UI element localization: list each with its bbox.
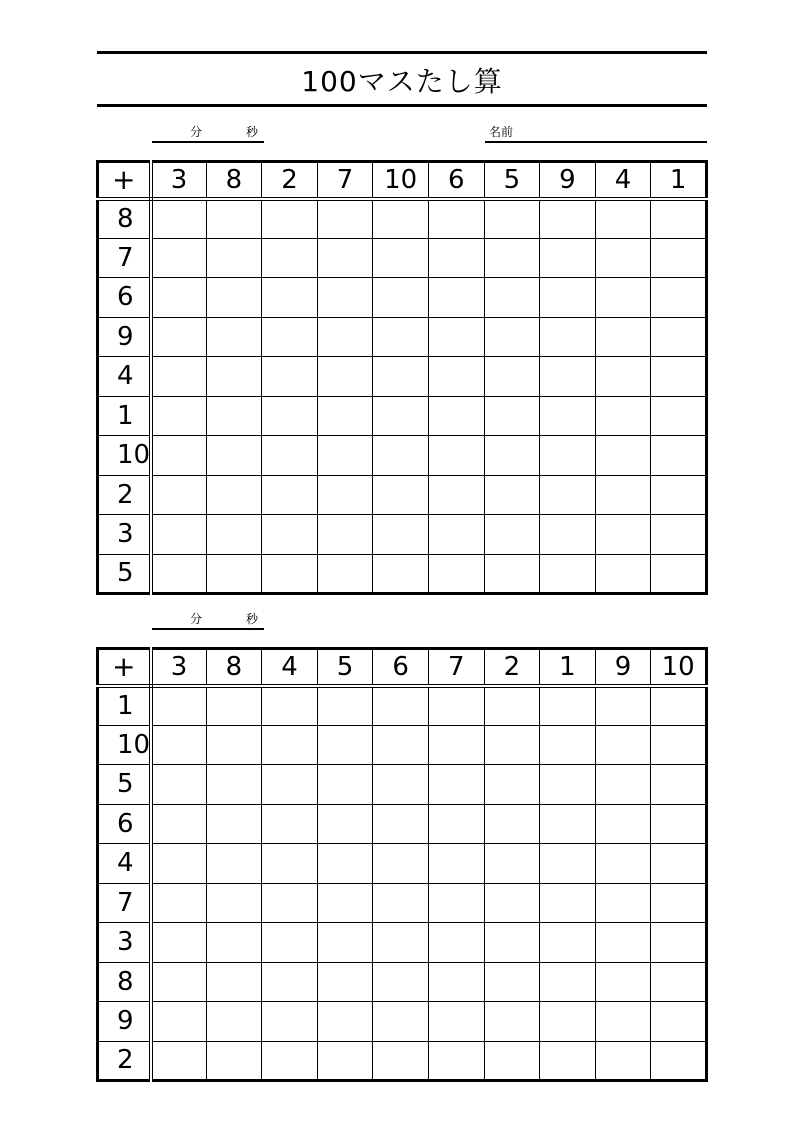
- title-rule-top: [97, 51, 707, 54]
- answer-cell[interactable]: [540, 199, 596, 239]
- answer-cell[interactable]: [262, 1002, 318, 1042]
- column-header: 10: [651, 649, 707, 686]
- grid-row: [98, 436, 707, 476]
- answer-cell[interactable]: [428, 554, 484, 594]
- grid-row: [98, 765, 707, 805]
- answer-cell[interactable]: [206, 962, 262, 1002]
- answer-cell[interactable]: [428, 199, 484, 239]
- answer-cell[interactable]: [317, 554, 373, 594]
- grid-row: [98, 515, 707, 555]
- answer-cell[interactable]: [540, 317, 596, 357]
- answer-cell[interactable]: [317, 844, 373, 884]
- answer-cell[interactable]: [206, 357, 262, 397]
- answer-cell[interactable]: [540, 436, 596, 476]
- answer-cell[interactable]: [428, 923, 484, 963]
- answer-cell[interactable]: [151, 1002, 207, 1042]
- answer-cell[interactable]: [484, 357, 540, 397]
- answer-cell[interactable]: [540, 357, 596, 397]
- answer-cell[interactable]: [151, 436, 207, 476]
- answer-cell[interactable]: [595, 883, 651, 923]
- answer-cell[interactable]: [262, 199, 318, 239]
- answer-cell[interactable]: [373, 396, 429, 436]
- answer-cell[interactable]: [262, 725, 318, 765]
- grid-row: [98, 396, 707, 436]
- grid-row: [98, 317, 707, 357]
- answer-cell[interactable]: [540, 554, 596, 594]
- answer-cell[interactable]: [151, 475, 207, 515]
- column-header: 10: [373, 162, 429, 199]
- answer-cell[interactable]: [151, 357, 207, 397]
- grid-row: [98, 1041, 707, 1081]
- answer-cell[interactable]: [262, 1041, 318, 1081]
- answer-cell[interactable]: [428, 765, 484, 805]
- answer-cell[interactable]: [206, 554, 262, 594]
- answer-cell[interactable]: [540, 725, 596, 765]
- answer-cell[interactable]: [595, 686, 651, 726]
- minutes-label-2: 分: [190, 612, 203, 626]
- grid-row: [98, 238, 707, 278]
- answer-cell[interactable]: [595, 199, 651, 239]
- answer-cell[interactable]: [206, 278, 262, 318]
- column-header: 4: [595, 162, 651, 199]
- answer-cell[interactable]: [595, 765, 651, 805]
- answer-cell[interactable]: [317, 278, 373, 318]
- answer-cell[interactable]: [484, 962, 540, 1002]
- column-header: 7: [317, 162, 373, 199]
- answer-cell[interactable]: [373, 475, 429, 515]
- answer-cell[interactable]: [317, 515, 373, 555]
- addition-grid-2: [96, 647, 708, 1082]
- row-header: 3: [98, 923, 151, 963]
- grid-row: [98, 686, 707, 726]
- answer-cell[interactable]: [317, 357, 373, 397]
- answer-cell[interactable]: [595, 317, 651, 357]
- answer-cell[interactable]: [262, 396, 318, 436]
- addition-grid-1: [96, 160, 708, 595]
- answer-cell[interactable]: [206, 1041, 262, 1081]
- answer-cell[interactable]: [373, 923, 429, 963]
- column-header: 8: [206, 162, 262, 199]
- name-field[interactable]: [485, 141, 707, 143]
- minutes-label-1: 分: [190, 125, 203, 139]
- row-header: 2: [98, 1041, 151, 1081]
- grid-row: [98, 554, 707, 594]
- answer-cell[interactable]: [206, 883, 262, 923]
- answer-cell[interactable]: [651, 238, 707, 278]
- grid-row: [98, 475, 707, 515]
- answer-cell[interactable]: [484, 396, 540, 436]
- grid-row: [98, 357, 707, 397]
- answer-cell[interactable]: [595, 1041, 651, 1081]
- answer-cell[interactable]: [428, 475, 484, 515]
- grid-row: [98, 962, 707, 1002]
- answer-cell[interactable]: [484, 844, 540, 884]
- column-header: 2: [484, 649, 540, 686]
- answer-cell[interactable]: [484, 278, 540, 318]
- answer-cell[interactable]: [428, 357, 484, 397]
- answer-cell[interactable]: [651, 765, 707, 805]
- answer-cell[interactable]: [151, 1041, 207, 1081]
- answer-cell[interactable]: [484, 515, 540, 555]
- time-field-2[interactable]: [152, 628, 264, 630]
- answer-cell[interactable]: [317, 1002, 373, 1042]
- column-header: 3: [151, 162, 207, 199]
- seconds-label-1: 秒: [246, 125, 259, 139]
- grid-row: [98, 278, 707, 318]
- answer-cell[interactable]: [206, 1002, 262, 1042]
- answer-cell[interactable]: [595, 554, 651, 594]
- answer-cell[interactable]: [317, 396, 373, 436]
- answer-cell[interactable]: [484, 883, 540, 923]
- answer-cell[interactable]: [206, 317, 262, 357]
- answer-cell[interactable]: [151, 804, 207, 844]
- operator-cell: +: [98, 649, 151, 686]
- answer-cell[interactable]: [595, 515, 651, 555]
- answer-cell[interactable]: [206, 765, 262, 805]
- answer-cell[interactable]: [317, 317, 373, 357]
- answer-cell[interactable]: [206, 475, 262, 515]
- grid-row: [98, 1002, 707, 1042]
- answer-cell[interactable]: [262, 962, 318, 1002]
- grid-row: [98, 199, 707, 239]
- answer-cell[interactable]: [373, 765, 429, 805]
- answer-cell[interactable]: [540, 515, 596, 555]
- answer-cell[interactable]: [262, 923, 318, 963]
- answer-cell[interactable]: [540, 883, 596, 923]
- answer-cell[interactable]: [373, 238, 429, 278]
- answer-cell[interactable]: [151, 199, 207, 239]
- answer-cell[interactable]: [540, 962, 596, 1002]
- answer-cell[interactable]: [651, 278, 707, 318]
- grid-row: [98, 844, 707, 884]
- answer-cell[interactable]: [373, 883, 429, 923]
- answer-cell[interactable]: [595, 238, 651, 278]
- answer-cell[interactable]: [206, 436, 262, 476]
- row-header: 10: [98, 725, 151, 765]
- answer-cell[interactable]: [317, 199, 373, 239]
- answer-cell[interactable]: [540, 765, 596, 805]
- column-header: 3: [151, 649, 207, 686]
- answer-cell[interactable]: [428, 1002, 484, 1042]
- column-header: 1: [651, 162, 707, 199]
- answer-cell[interactable]: [651, 923, 707, 963]
- column-header: 7: [428, 649, 484, 686]
- answer-cell[interactable]: [151, 554, 207, 594]
- answer-cell[interactable]: [651, 396, 707, 436]
- answer-cell[interactable]: [262, 515, 318, 555]
- grid-row: [98, 883, 707, 923]
- column-header: 6: [428, 162, 484, 199]
- operator-cell: +: [98, 162, 151, 199]
- row-header: 10: [98, 436, 151, 476]
- answer-cell[interactable]: [651, 515, 707, 555]
- answer-cell[interactable]: [651, 844, 707, 884]
- answer-cell[interactable]: [595, 396, 651, 436]
- answer-cell[interactable]: [484, 238, 540, 278]
- row-header: 7: [98, 238, 151, 278]
- answer-cell[interactable]: [262, 238, 318, 278]
- row-header: 7: [98, 883, 151, 923]
- answer-cell[interactable]: [484, 436, 540, 476]
- answer-cell[interactable]: [317, 883, 373, 923]
- answer-cell[interactable]: [206, 515, 262, 555]
- answer-cell[interactable]: [262, 765, 318, 805]
- grid-row: [98, 804, 707, 844]
- answer-cell[interactable]: [373, 686, 429, 726]
- answer-cell[interactable]: [151, 515, 207, 555]
- answer-cell[interactable]: [428, 883, 484, 923]
- answer-cell[interactable]: [151, 278, 207, 318]
- row-header: 6: [98, 278, 151, 318]
- row-header: 6: [98, 804, 151, 844]
- answer-cell[interactable]: [595, 357, 651, 397]
- answer-cell[interactable]: [428, 238, 484, 278]
- answer-cell[interactable]: [262, 686, 318, 726]
- answer-cell[interactable]: [373, 554, 429, 594]
- answer-cell[interactable]: [595, 1002, 651, 1042]
- answer-cell[interactable]: [484, 1002, 540, 1042]
- answer-cell[interactable]: [317, 436, 373, 476]
- answer-cell[interactable]: [651, 199, 707, 239]
- answer-cell[interactable]: [428, 844, 484, 884]
- answer-cell[interactable]: [484, 765, 540, 805]
- answer-cell[interactable]: [651, 357, 707, 397]
- column-header: 5: [317, 649, 373, 686]
- answer-cell[interactable]: [262, 436, 318, 476]
- answer-cell[interactable]: [373, 515, 429, 555]
- answer-cell[interactable]: [595, 844, 651, 884]
- answer-cell[interactable]: [262, 554, 318, 594]
- answer-cell[interactable]: [317, 475, 373, 515]
- answer-cell[interactable]: [540, 1002, 596, 1042]
- answer-cell[interactable]: [595, 923, 651, 963]
- answer-cell[interactable]: [428, 804, 484, 844]
- name-label: 名前: [489, 125, 514, 139]
- answer-cell[interactable]: [317, 1041, 373, 1081]
- column-header: 1: [540, 649, 596, 686]
- answer-cell[interactable]: [651, 554, 707, 594]
- answer-cell[interactable]: [595, 475, 651, 515]
- answer-cell[interactable]: [484, 923, 540, 963]
- answer-cell[interactable]: [595, 278, 651, 318]
- answer-cell[interactable]: [651, 962, 707, 1002]
- row-header: 1: [98, 686, 151, 726]
- answer-cell[interactable]: [262, 278, 318, 318]
- answer-cell[interactable]: [428, 396, 484, 436]
- answer-cell[interactable]: [484, 199, 540, 239]
- answer-cell[interactable]: [428, 725, 484, 765]
- answer-cell[interactable]: [651, 686, 707, 726]
- answer-cell[interactable]: [317, 804, 373, 844]
- answer-cell[interactable]: [651, 804, 707, 844]
- answer-cell[interactable]: [540, 475, 596, 515]
- row-header: 8: [98, 199, 151, 239]
- answer-cell[interactable]: [373, 278, 429, 318]
- answer-cell[interactable]: [373, 844, 429, 884]
- answer-cell[interactable]: [206, 844, 262, 884]
- answer-cell[interactable]: [540, 238, 596, 278]
- row-header: 1: [98, 396, 151, 436]
- answer-cell[interactable]: [262, 475, 318, 515]
- answer-cell[interactable]: [484, 725, 540, 765]
- answer-cell[interactable]: [151, 686, 207, 726]
- row-header: 9: [98, 1002, 151, 1042]
- answer-cell[interactable]: [595, 962, 651, 1002]
- answer-cell[interactable]: [484, 554, 540, 594]
- row-header: 5: [98, 554, 151, 594]
- answer-cell[interactable]: [540, 844, 596, 884]
- answer-cell[interactable]: [206, 396, 262, 436]
- column-header: 8: [206, 649, 262, 686]
- answer-cell[interactable]: [206, 238, 262, 278]
- answer-cell[interactable]: [206, 686, 262, 726]
- column-header: 9: [595, 649, 651, 686]
- answer-cell[interactable]: [373, 1041, 429, 1081]
- answer-cell[interactable]: [151, 238, 207, 278]
- answer-cell[interactable]: [428, 686, 484, 726]
- answer-cell[interactable]: [484, 686, 540, 726]
- answer-cell[interactable]: [373, 436, 429, 476]
- answer-cell[interactable]: [651, 725, 707, 765]
- row-header: 2: [98, 475, 151, 515]
- answer-cell[interactable]: [373, 962, 429, 1002]
- answer-cell[interactable]: [484, 317, 540, 357]
- answer-cell[interactable]: [484, 475, 540, 515]
- answer-cell[interactable]: [317, 725, 373, 765]
- answer-cell[interactable]: [373, 199, 429, 239]
- row-header: 8: [98, 962, 151, 1002]
- answer-cell[interactable]: [262, 804, 318, 844]
- answer-cell[interactable]: [540, 923, 596, 963]
- answer-cell[interactable]: [373, 804, 429, 844]
- answer-cell[interactable]: [151, 883, 207, 923]
- answer-cell[interactable]: [373, 1002, 429, 1042]
- answer-cell[interactable]: [262, 357, 318, 397]
- answer-cell[interactable]: [428, 515, 484, 555]
- answer-cell[interactable]: [206, 199, 262, 239]
- answer-cell[interactable]: [595, 804, 651, 844]
- page-title: 100マスたし算: [301, 65, 503, 98]
- answer-cell[interactable]: [151, 844, 207, 884]
- answer-cell[interactable]: [151, 317, 207, 357]
- column-header: 2: [262, 162, 318, 199]
- answer-cell[interactable]: [151, 396, 207, 436]
- answer-cell[interactable]: [373, 357, 429, 397]
- answer-cell[interactable]: [428, 436, 484, 476]
- answer-cell[interactable]: [262, 844, 318, 884]
- row-header: 4: [98, 844, 151, 884]
- answer-cell[interactable]: [540, 804, 596, 844]
- answer-cell[interactable]: [262, 317, 318, 357]
- answer-cell[interactable]: [595, 436, 651, 476]
- answer-cell[interactable]: [428, 1041, 484, 1081]
- time-field-1[interactable]: [152, 141, 264, 143]
- answer-cell[interactable]: [206, 804, 262, 844]
- answer-cell[interactable]: [651, 436, 707, 476]
- answer-cell[interactable]: [540, 686, 596, 726]
- answer-cell[interactable]: [151, 725, 207, 765]
- answer-cell[interactable]: [651, 475, 707, 515]
- answer-cell[interactable]: [317, 686, 373, 726]
- answer-cell[interactable]: [484, 1041, 540, 1081]
- answer-cell[interactable]: [428, 317, 484, 357]
- column-header: 4: [262, 649, 318, 686]
- answer-cell[interactable]: [151, 962, 207, 1002]
- answer-cell[interactable]: [595, 725, 651, 765]
- answer-cell[interactable]: [428, 278, 484, 318]
- grid-row: [98, 725, 707, 765]
- answer-cell[interactable]: [151, 765, 207, 805]
- seconds-label-2: 秒: [246, 612, 259, 626]
- column-header: 9: [540, 162, 596, 199]
- answer-cell[interactable]: [262, 883, 318, 923]
- grid-row: [98, 923, 707, 963]
- answer-cell[interactable]: [317, 238, 373, 278]
- row-header: 4: [98, 357, 151, 397]
- answer-cell[interactable]: [651, 1041, 707, 1081]
- answer-cell[interactable]: [651, 1002, 707, 1042]
- answer-cell[interactable]: [484, 804, 540, 844]
- row-header: 3: [98, 515, 151, 555]
- answer-cell[interactable]: [151, 923, 207, 963]
- column-header: 5: [484, 162, 540, 199]
- answer-cell[interactable]: [540, 1041, 596, 1081]
- answer-cell[interactable]: [206, 923, 262, 963]
- row-header: 5: [98, 765, 151, 805]
- answer-cell[interactable]: [317, 962, 373, 1002]
- title-rule-bottom: [97, 104, 707, 107]
- answer-cell[interactable]: [540, 396, 596, 436]
- answer-cell[interactable]: [317, 765, 373, 805]
- answer-cell[interactable]: [540, 278, 596, 318]
- answer-cell[interactable]: [317, 923, 373, 963]
- answer-cell[interactable]: [428, 962, 484, 1002]
- column-header: 6: [373, 649, 429, 686]
- answer-cell[interactable]: [206, 725, 262, 765]
- answer-cell[interactable]: [373, 725, 429, 765]
- answer-cell[interactable]: [651, 883, 707, 923]
- row-header: 9: [98, 317, 151, 357]
- answer-cell[interactable]: [373, 317, 429, 357]
- answer-cell[interactable]: [651, 317, 707, 357]
